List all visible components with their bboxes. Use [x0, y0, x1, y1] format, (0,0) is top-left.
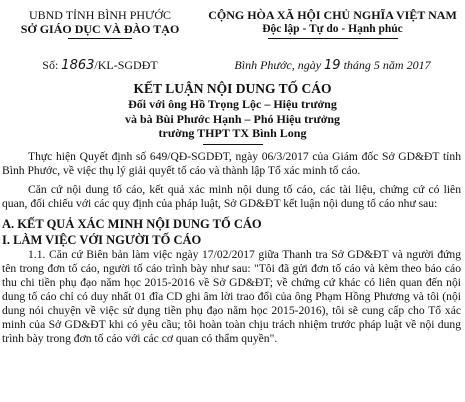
body-paragraph-3: 1.1. Căn cứ Biên bản làm việc ngày 17/02/2017 giữa Thanh tra Sở GD&ĐT và người đứng tên trong đơn tố cáo, người tố cáo trình bày như sau: "Tôi đã gửi đơn tố cáo và kèm theo báo cáo thu chi tiền phụ đạo năm học 2015-2016 về Sở GD&ĐT; về chứng cứ khác có liên quan đến nội dung tố cáo chỉ có duy nhất 01 đĩa CD ghi âm lời trao đổi của ông Phạm Hồng Phương và tôi (nội dung nói chuyện về việc sử dụng tiền phụ đạo năm học 2015-2016), tôi sẽ cung cấp cho Tổ xác minh của Sở GD&ĐT khi có yêu cầu; tôi hoàn toàn chịu trách nhiệm trước pháp luật về nội dung trình bày trong đơn tố cáo với các cơ quan có thẩm quyền". [2, 248, 461, 345]
title-subject-line-1: Đối với ông Hồ Trọng Lộc – Hiệu trưởng [128, 97, 337, 111]
document-title-block [60, 80, 405, 145]
document-body [2, 150, 461, 351]
date-suffix: tháng 5 năm 2017 [340, 58, 431, 72]
issuing-organization [0, 8, 200, 39]
doc-number-handwritten: 1863 [61, 58, 95, 73]
document-number [0, 58, 200, 73]
body-paragraph-2: Căn cứ nội dung tố cáo, kết quả xác minh nội dung tố cáo, các tài liệu, chứng cứ có liên quan, đối chiếu với các quy định của pháp luật, Sở GD&ĐT kết luận nội dung tố cáo như sau: [2, 183, 461, 210]
title-subject-line-3: trường THPT TX Bình Long [158, 126, 307, 140]
document-title: KẾT LUẬN NỘI DUNG TỐ CÁO [133, 81, 332, 96]
title-subject-line-2: và bà Bùi Phước Hạnh – Phó Hiệu trưởng [124, 111, 341, 126]
org-underline [68, 38, 132, 39]
document-date [200, 58, 465, 73]
nation-line-1: CỘNG HÒA XÃ HỘI CHỦ NGHĨA VIỆT NAM [208, 8, 457, 22]
org-line-2: SỞ GIÁO DỤC VÀ ĐÀO TẠO [20, 22, 180, 36]
title-underline [203, 144, 263, 145]
body-paragraph-1: Thực hiện Quyết định số 649/QĐ-SGDĐT, ngày 06/3/2017 của Giám đốc Sở GD&ĐT tỉnh Bình Phước, về việc thụ lý giải quyết tố cáo và thành lập Tổ xác minh tố cáo. [2, 150, 461, 177]
nation-line-2: Độc lập - Tự do - Hạnh phúc [262, 23, 403, 35]
motto-underline [268, 38, 398, 39]
doc-number-prefix: Số: [42, 58, 62, 72]
section-a-heading: A. KẾT QUẢ XÁC MINH NỘI DUNG TỐ CÁO [2, 217, 262, 231]
org-line-1: UBND TỈNH BÌNH PHƯỚC [28, 8, 172, 22]
section-1-heading: I. LÀM VIỆC VỚI NGƯỜI TỐ CÁO [2, 233, 202, 247]
date-day-handwritten: 19 [324, 58, 341, 73]
doc-number-suffix: /KL-SGDĐT [94, 58, 158, 72]
national-motto [200, 8, 465, 39]
date-prefix: Bình Phước, ngày [234, 58, 325, 72]
